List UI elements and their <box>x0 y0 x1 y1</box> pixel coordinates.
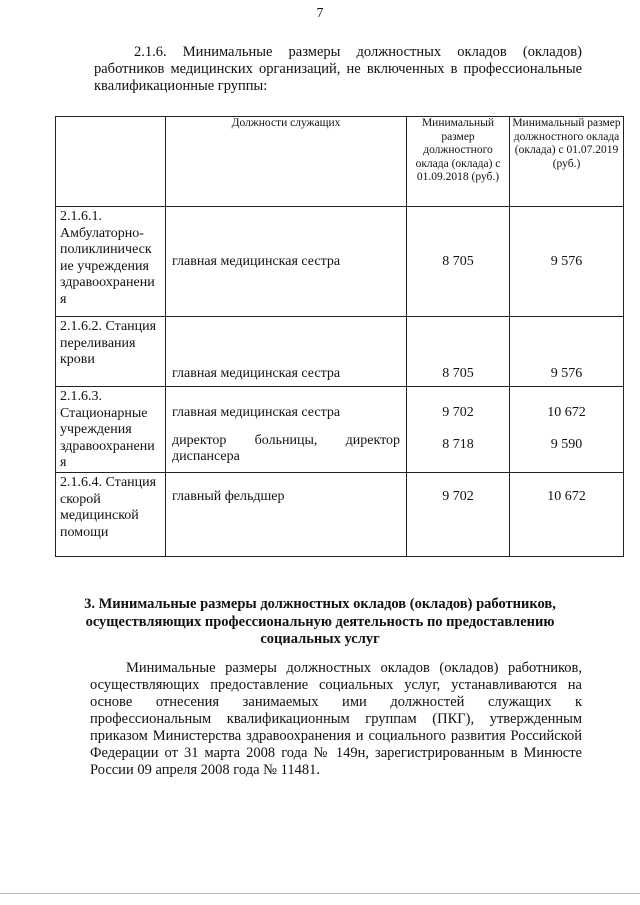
intro-paragraph <box>94 44 582 95</box>
table-row <box>56 317 624 387</box>
page-number: 7 <box>316 6 324 21</box>
section-3-title: 3. Минимальные размеры должностных окладов (окладов) работников, осуществляющих профессиональную деятельность по предоставлению социальных услуг <box>84 596 556 647</box>
row-salary-2018: 8 718 <box>442 437 474 452</box>
row-code: 2.1.6.3. Стационарные учреждения здравоохранени я <box>56 387 166 473</box>
header-salary-2019: Минимальный размер должностного оклада (оклада) с 01.07.2019 (руб.) <box>510 117 624 207</box>
row-salary-2019: 10 672 <box>547 405 586 420</box>
row-salary-2019: 9 576 <box>510 317 624 387</box>
section-3-body-text: Минимальные размеры должностных окладов (окладов) работников, осуществляющих предоставление социальных услуг, устанавливаются на основе отнесения занимаемых ими должностей служащих к профессиональным квалификационным группам (ПКГ), утвержденным приказом Министерства здравоохранения и социального развития Российской Федерации от 31 марта 2008 года № 149н, зарегистрированным в Минюсте России 09 апреля 2008 года № 11481. <box>90 660 582 778</box>
row-position: директор больницы, директор диспансера <box>172 433 400 464</box>
row-code: 2.1.6.4. Станция скорой медицинской помощи <box>56 473 166 557</box>
row-code: 2.1.6.1. Амбулаторно-поликлиническ ие учреждения здравоохранени я <box>56 207 166 317</box>
row-salary-2018: 9 702 <box>407 473 510 557</box>
row-salary-2019: 9 590 <box>550 437 583 452</box>
table-row <box>56 473 624 557</box>
row-salary-2019: 10 672 <box>510 473 624 557</box>
page-bottom-edge <box>0 893 640 894</box>
row-salary-2019: 9 576 <box>510 207 624 317</box>
row-salary-2018: 9 702 <box>442 405 474 420</box>
intro-text: 2.1.6. Минимальные размеры должностных окладов (окладов) работников медицинских организаций, не включенных в профессиональные квалификационные группы: <box>94 44 582 94</box>
salary-table <box>55 116 624 557</box>
header-positions: Должности служащих <box>166 117 407 207</box>
table-row <box>56 207 624 317</box>
row-salary-2018: 8 705 <box>407 207 510 317</box>
table-header-row <box>56 117 624 207</box>
row-position: главная медицинская сестра <box>166 207 407 317</box>
row-positions-stack <box>166 387 407 473</box>
row-position: главный фельдшер <box>166 473 407 557</box>
row-salary-2018-stack <box>407 387 510 473</box>
header-code-cell <box>56 117 166 207</box>
section-3-body <box>90 660 582 779</box>
row-code: 2.1.6.2. Станция переливания крови <box>56 317 166 387</box>
row-position: главная медицинская сестра <box>166 317 407 387</box>
table-row <box>56 387 624 473</box>
row-position: главная медицинская сестра <box>172 405 341 420</box>
row-salary-2018: 8 705 <box>407 317 510 387</box>
row-salary-2019-stack <box>510 387 624 473</box>
header-salary-2018: Минимальный размер должностного оклада (оклада) с 01.09.2018 (руб.) <box>407 117 510 207</box>
